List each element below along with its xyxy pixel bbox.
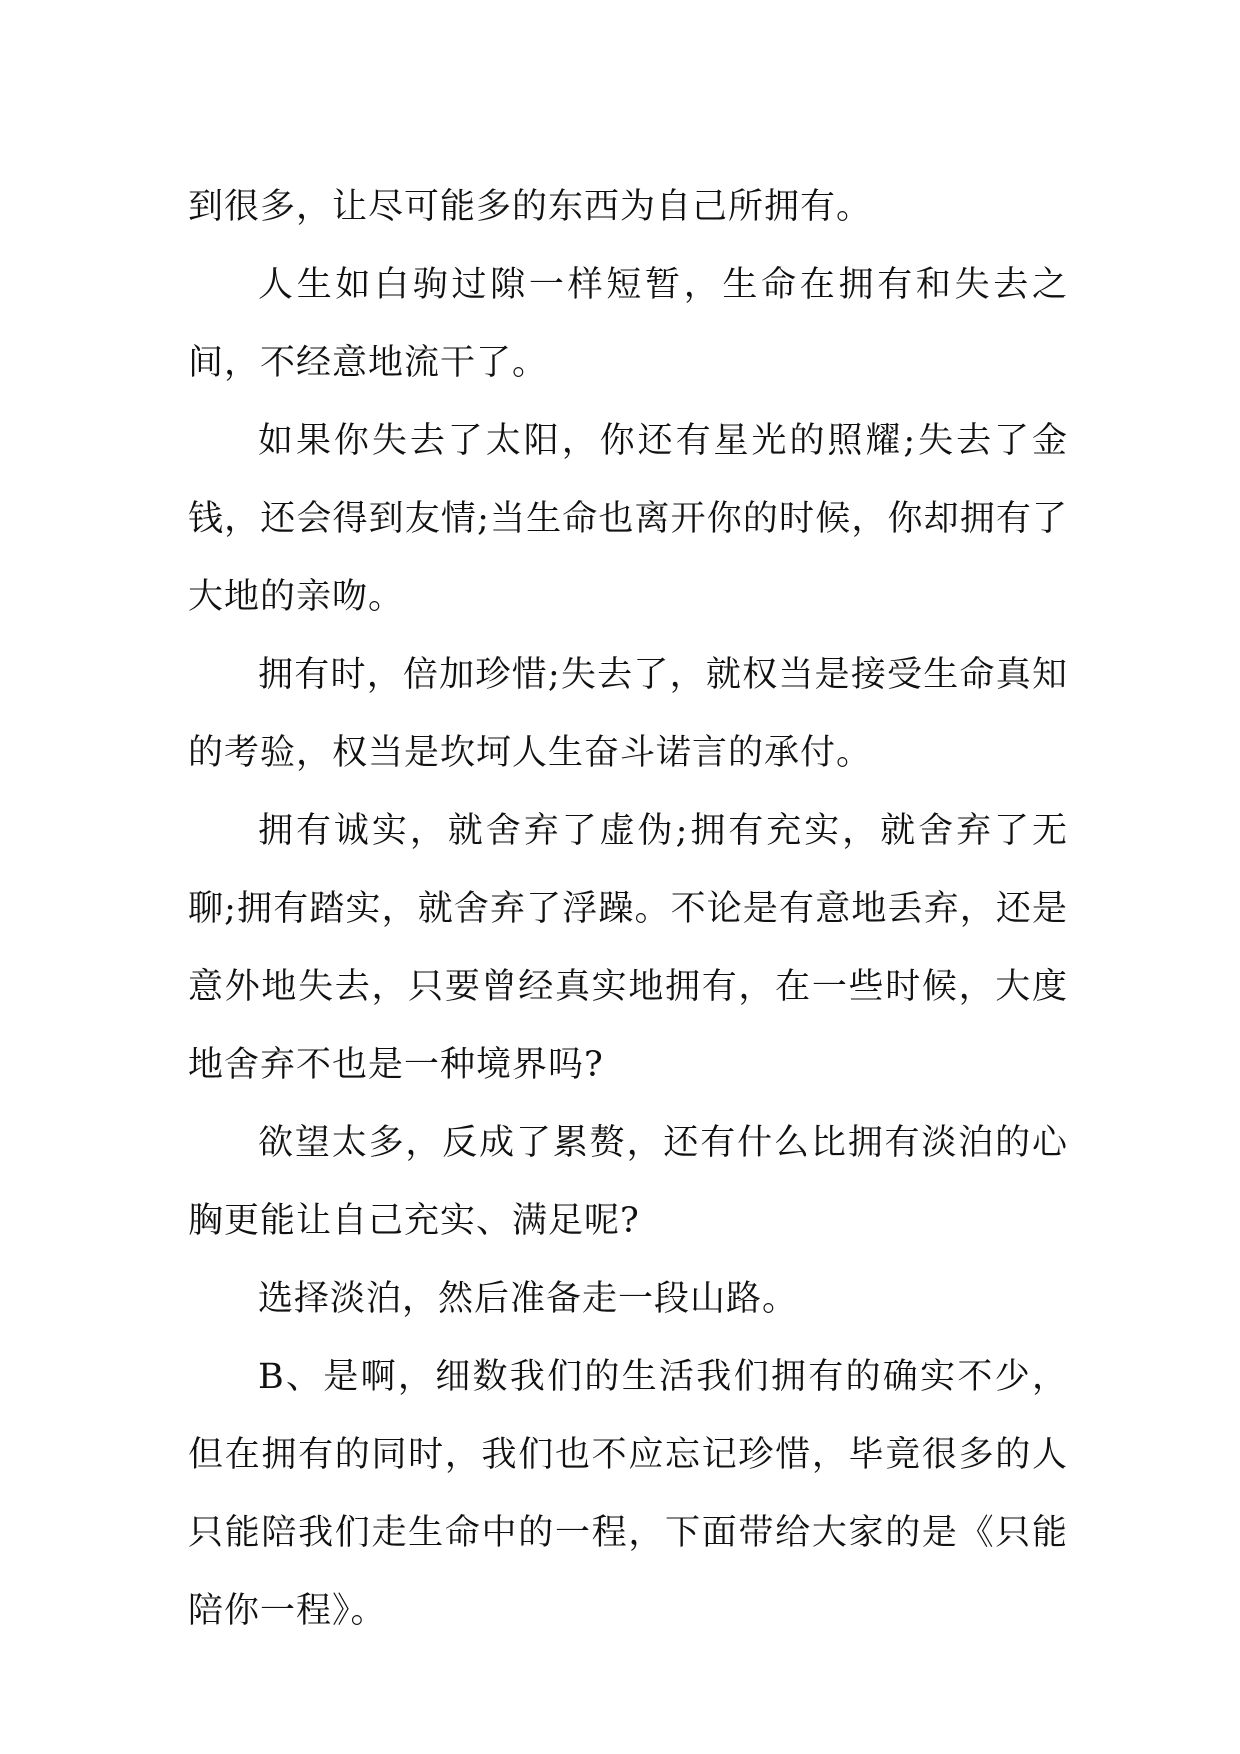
paragraph: 如果你失去了太阳，你还有星光的照耀;失去了金钱，还会得到友情;当生命也离开你的时候，你却拥有了大地的亲吻。 (188, 421, 1068, 617)
paragraph: 欲望太多，反成了累赘，还有什么比拥有淡泊的心胸更能让自己充实、满足呢? (188, 1123, 1068, 1241)
paragraph-continuation: 到很多，让尽可能多的东西为自己所拥有。 (188, 187, 873, 227)
paragraph: 人生如白驹过隙一样短暂，生命在拥有和失去之间，不经意地流干了。 (188, 265, 1068, 383)
paragraph: 选择淡泊，然后准备走一段山路。 (258, 1279, 799, 1319)
paragraph: 拥有时，倍加珍惜;失去了，就权当是接受生命真知的考验，权当是坎坷人生奋斗诺言的承付。 (188, 655, 1068, 773)
document-body (188, 168, 1068, 1650)
paragraph: 拥有诚实，就舍弃了虚伪;拥有充实，就舍弃了无聊;拥有踏实，就舍弃了浮躁。不论是有意地丢弃，还是意外地失去，只要曾经真实地拥有，在一些时候，大度地舍弃不也是一种境界吗? (188, 811, 1068, 1085)
paragraph: B、是啊，细数我们的生活我们拥有的确实不少，但在拥有的同时，我们也不应忘记珍惜，毕竟很多的人只能陪我们走生命中的一程，下面带给大家的是《只能陪你一程》。 (188, 1357, 1068, 1631)
